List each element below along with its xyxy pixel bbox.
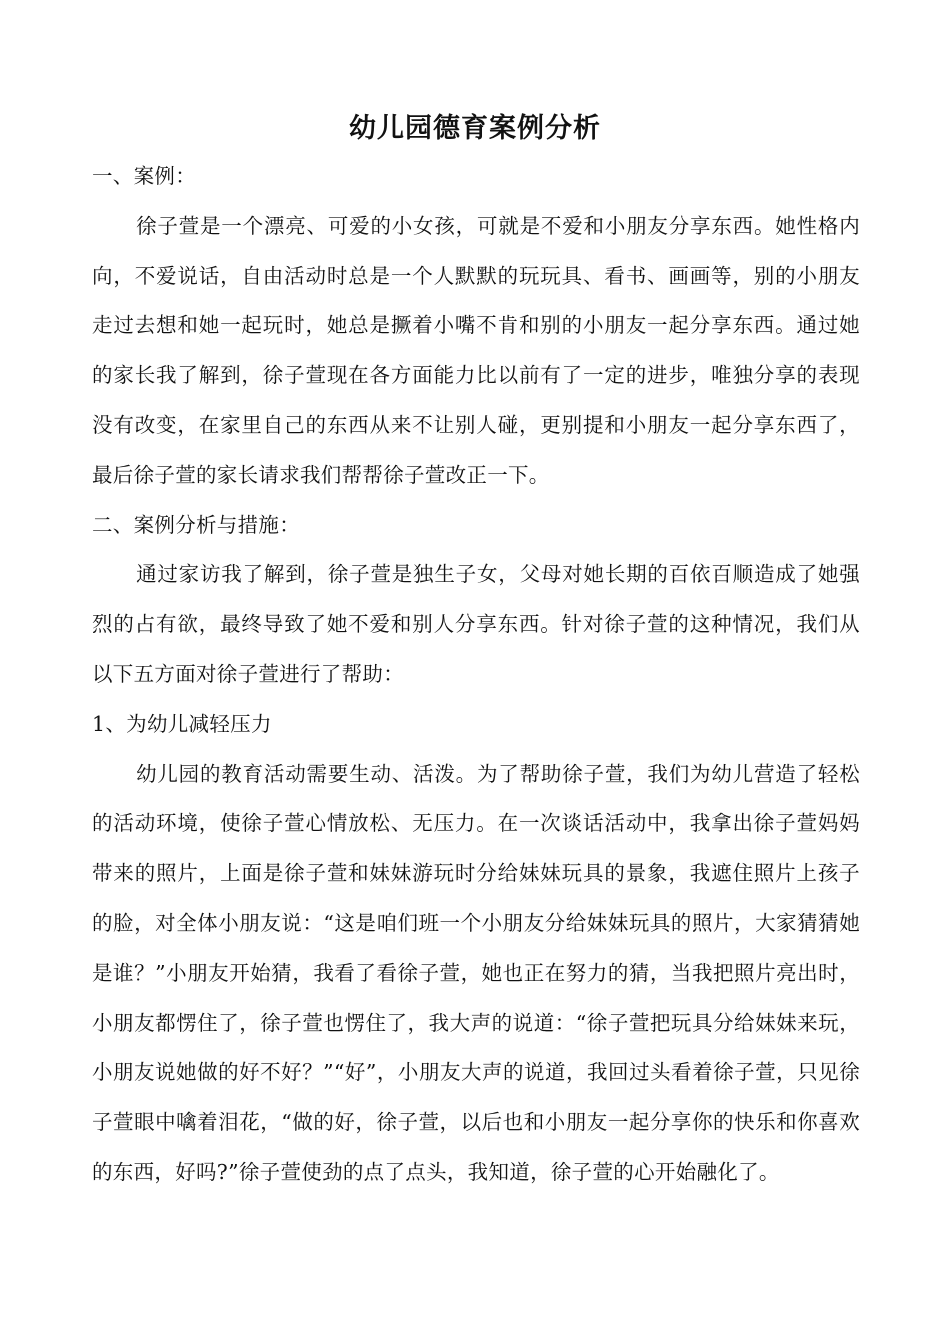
section-heading-case: 一、案例： <box>92 164 196 188</box>
subheading-reduce-pressure: 1、为幼儿减轻压力 <box>92 711 272 736</box>
section-heading-analysis: 二、案例分析与措施： <box>92 512 300 537</box>
analysis-paragraph: 通过家访我了解到，徐子萱是独生子女，父母对她长期的百依百顺造成了她强烈的占有欲，最终导致了她不爱和别人分享东西。针对徐子萱的这种情况，我们从以下五方面对徐子萱进行了帮助： <box>92 562 860 686</box>
case-paragraph: 徐子萱是一个漂亮、可爱的小女孩，可就是不爱和小朋友分享东西。她性格内向，不爱说话，自由活动时总是一个人默默的玩玩具、看书、画画等，别的小朋友走过去想和她一起玩时，她总是撅着小嘴不肯和别的小朋友一起分享东西。通过她的家长我了解到，徐子萱现在各方面能力比以前有了一定的进步，唯独分享的表现没有改变，在家里自己的东西从来不让别人碰，更别提和小朋友一起分享东西了，最后徐子萱的家长请求我们帮帮徐子萱改正一下。 <box>92 213 860 487</box>
reduce-pressure-paragraph: 幼儿园的教育活动需要生动、活泼。为了帮助徐子萱，我们为幼儿营造了轻松的活动环境，使徐子萱心情放松、无压力。在一次谈话活动中，我拿出徐子萱妈妈带来的照片，上面是徐子萱和妹妹游玩时分给妹妹玩具的景象，我遮住照片上孩子的脸，对全体小朋友说：“这是咱们班一个小朋友分给妹妹玩具的照片，大家猜猜她是谁？”小朋友开始猜，我看了看徐子萱，她也正在努力的猜，当我把照片亮出时，小朋友都愣住了，徐子萱也愣住了，我大声的说道：“徐子萱把玩具分给妹妹来玩，小朋友说她做的好不好？”“好”，小朋友大声的说道，我回过头看着徐子萱，只见徐子萱眼中噙着泪花，“做的好，徐子萱，以后也和小朋友一起分享你的快乐和你喜欢的东西，好吗?”徐子萱使劲的点了点头，我知道，徐子萱的心开始融化了。 <box>92 761 860 1184</box>
document-body <box>92 152 860 1198</box>
document-title: 幼儿园德育案例分析 <box>349 113 601 144</box>
